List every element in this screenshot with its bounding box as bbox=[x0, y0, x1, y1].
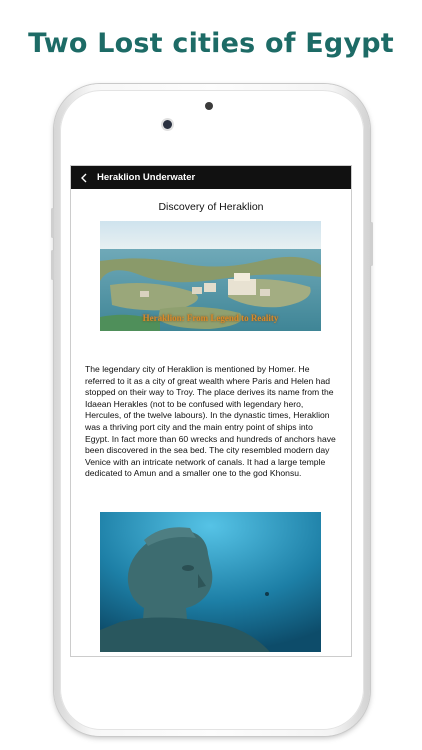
app-bar bbox=[71, 166, 351, 189]
heraklion-reconstruction-image bbox=[100, 221, 321, 331]
section-title: Discovery of Heraklion bbox=[158, 201, 264, 213]
phone-speaker bbox=[205, 102, 213, 110]
app-bar-title: Heraklion Underwater bbox=[97, 172, 196, 183]
article-body: The legendary city of Heraklion is mentioned by Homer. He referred to it as a city of great wealth where Paris and Helen had stopped on their way to Troy. The place derives its name from the Idaean Herakles (not to be confused with legendary hero, Hercules, of the twelve labours). In the dynastic times, Heraklion was a thriving port city and the main entry point of ships into Egypt. In fact more than 60 wrecks and hundreds of anchors have been discovered in the sea bed. The city resembled modern day Venice with an intricate network of canals. It had a large temple dedicated to Amun and a smaller one to the god Khonsu. bbox=[85, 364, 336, 479]
image-caption: Heraklion: From Legend to Reality bbox=[142, 313, 279, 323]
phone-camera bbox=[163, 120, 172, 129]
promo-headline: Two Lost cities of Egypt bbox=[28, 28, 394, 59]
app-screen bbox=[71, 166, 351, 656]
back-button[interactable] bbox=[71, 166, 97, 189]
statue-illustration bbox=[100, 512, 321, 652]
phone-volume-up-button bbox=[51, 208, 54, 238]
phone-power-button bbox=[370, 222, 373, 266]
phone-volume-down-button bbox=[51, 250, 54, 280]
underwater-statue-image bbox=[100, 512, 321, 652]
chevron-left-icon bbox=[80, 173, 88, 183]
